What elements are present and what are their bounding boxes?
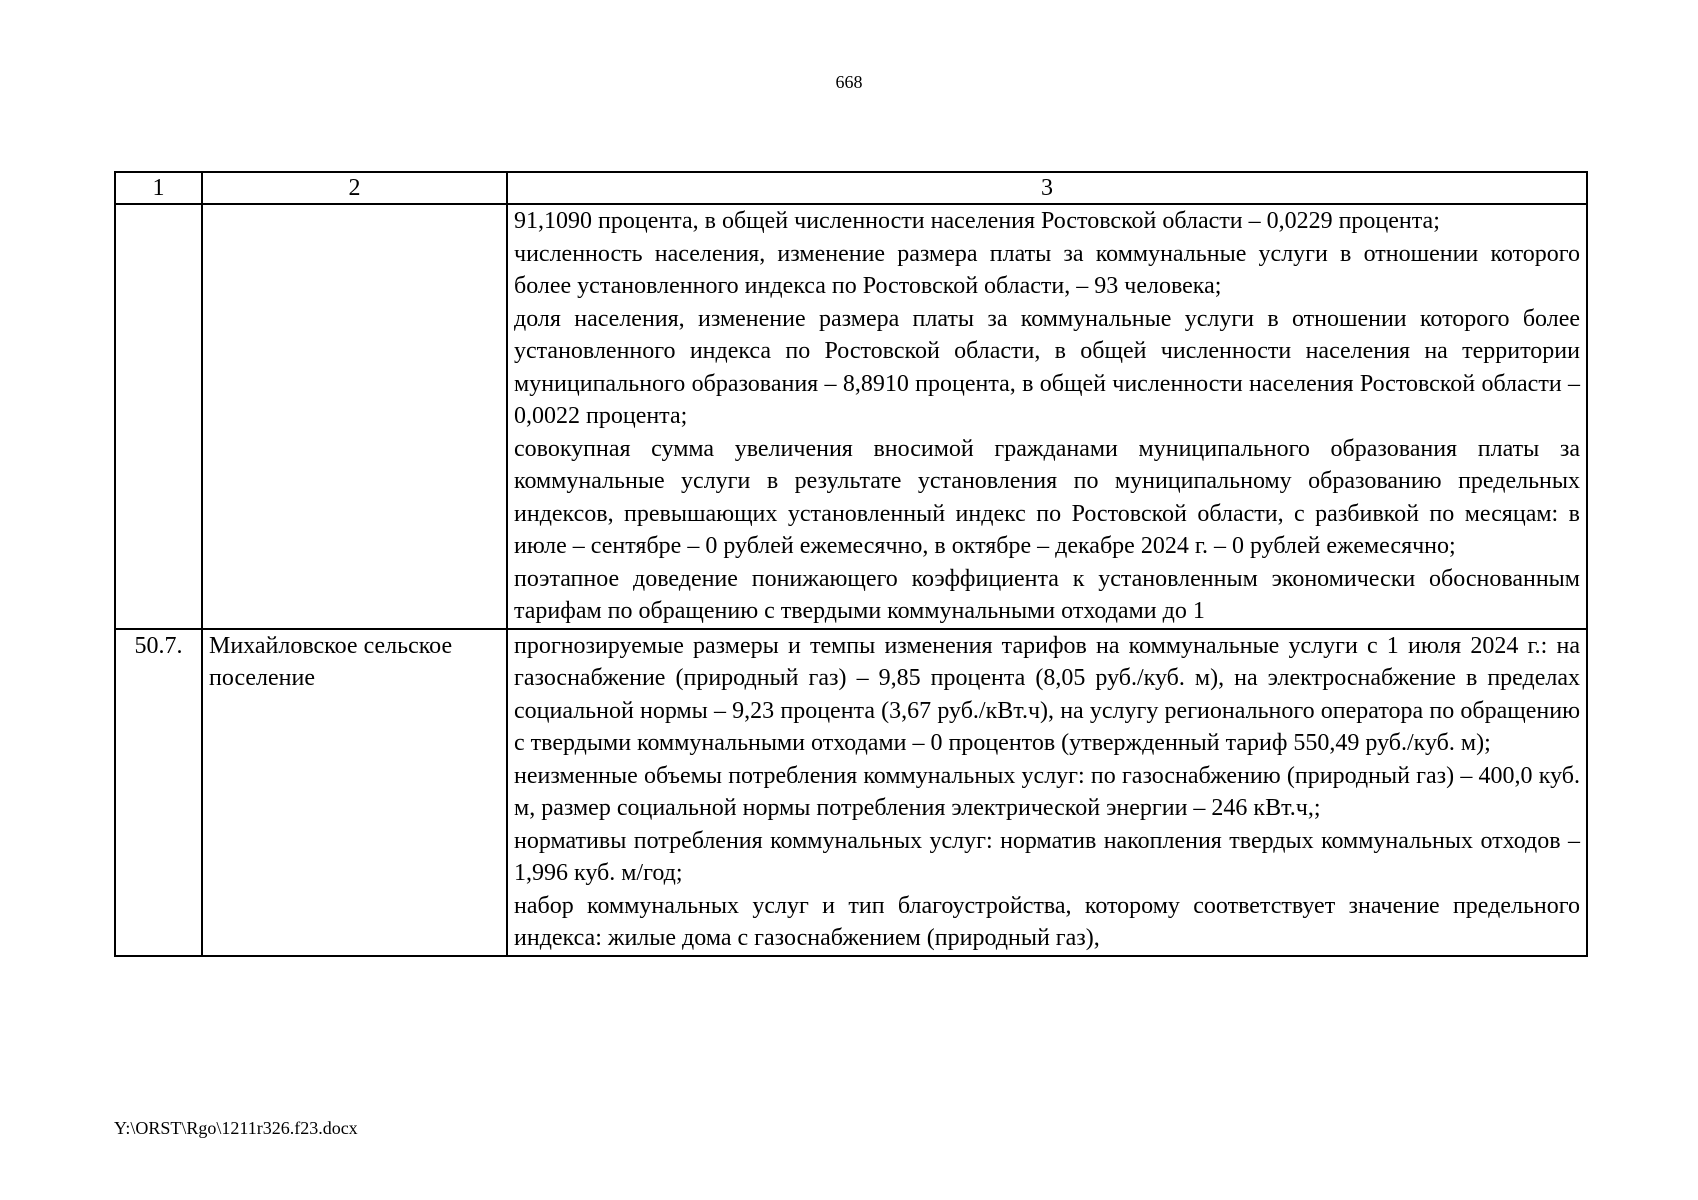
settlement-name-cell: Михайловское сельское поселение <box>202 629 507 956</box>
row-number-cell: 50.7. <box>115 629 202 956</box>
document-table <box>114 171 1588 957</box>
table-header-cell: 3 <box>507 172 1587 204</box>
file-path-footer: Y:\ORST\Rgo\1211r326.f23.docx <box>114 1118 358 1138</box>
description-paragraph: доля населения, изменение размера платы за коммунальные услуги в отношении которого более установленного индекса по Ростовской области, в общей численности населения на территории муниципального образования – 8,8910 процента, в общей численности населения Ростовской области – 0,0022 процента; <box>514 305 1580 429</box>
description-cell <box>507 629 1587 956</box>
description-paragraph: совокупная сумма увеличения вносимой гражданами муниципального образования платы за коммунальные услуги в результате установления по муниципальному образованию предельных индексов, превышающих установленный индекс по Ростовской области, с разбивкой по месяцам: в июле – сентябре – 0 рублей ежемесячно, в октябре – декабре 2024 г. – 0 рублей ежемесячно; <box>514 435 1580 559</box>
description-cell <box>507 204 1587 629</box>
description-paragraph: 91,1090 процента, в общей численности населения Ростовской области – 0,0229 процента; <box>514 208 1440 234</box>
table-row <box>115 204 1587 629</box>
description-paragraph: набор коммунальных услуг и тип благоустройства, которому соответствует значение предельного индекса: жилые дома с газоснабжением (природный газ), <box>514 892 1580 951</box>
description-paragraph: поэтапное доведение понижающего коэффициента к установленным экономически обоснованным тарифам по обращению с твердыми коммунальными отходами до 1 <box>514 565 1580 624</box>
page-number: 668 <box>835 72 863 92</box>
settlement-name-cell <box>202 204 507 629</box>
table-header-cell: 2 <box>202 172 507 204</box>
description-paragraph: прогнозируемые размеры и темпы изменения тарифов на коммунальные услуги с 1 июля 2024 г.: на газоснабжение (природный газ) – 9,85 процента (8,05 руб./куб. м), на электроснабжение в пределах социальной нормы – 9,23 процента (3,67 руб./кВт.ч), на услугу регионального оператора по обращению с твердыми коммунальными отходами – 0 процентов (утвержденный тариф 550,49 руб./куб. м); <box>514 632 1580 756</box>
table-header-row <box>115 172 1587 204</box>
description-paragraph: нормативы потребления коммунальных услуг: норматив накопления твердых коммунальных отходов – 1,996 куб. м/год; <box>514 827 1580 886</box>
table-row <box>115 629 1587 956</box>
description-paragraph: неизменные объемы потребления коммунальных услуг: по газоснабжению (природный газ) – 400,0 куб. м, размер социальной нормы потребления электрической энергии – 246 кВт.ч,; <box>514 762 1580 821</box>
description-paragraph: численность населения, изменение размера платы за коммунальные услуги в отношении которого более установленного индекса по Ростовской области, – 93 человека; <box>514 240 1580 299</box>
row-number-cell <box>115 204 202 629</box>
table-header-cell: 1 <box>115 172 202 204</box>
